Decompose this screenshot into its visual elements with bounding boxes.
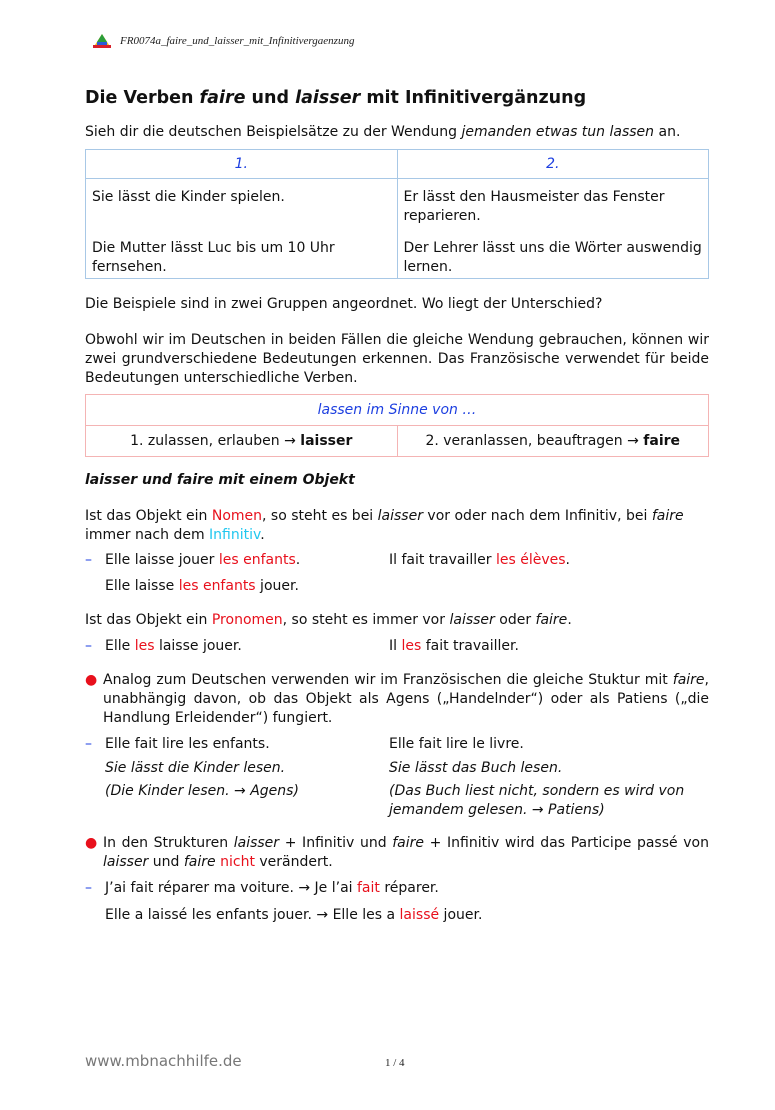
bullet-participe: ● In den Strukturen laisser + Infinitiv und faire + Infinitiv wird das Participe passé von laisser und faire nicht verändert. [85, 835, 709, 870]
example-participe-2: Elle a laissé les enfants jouer. → Elle les a laissé jouer. [105, 907, 483, 923]
examples-table [85, 149, 709, 279]
dash-marker: – [85, 880, 92, 896]
meaning-cell-2: 2. veranlassen, beauftragen → faire [397, 426, 709, 457]
logo-icon [92, 33, 112, 49]
meaning-table [85, 394, 709, 457]
page-content [85, 86, 709, 925]
footer-website: www.mbnachhilfe.de [85, 1052, 242, 1070]
section-title: laisser und faire mit einem Objekt [85, 472, 355, 488]
example-pronomen: – Elle les laisse jouer. Il les fait travailler. [85, 638, 519, 654]
bullet-marker: ● [85, 835, 98, 851]
page-number: 1 / 4 [385, 1057, 405, 1069]
pronomen-rule: Ist das Objekt ein Pronomen, so steht es immer vor laisser oder faire. [85, 612, 572, 628]
meaning-cell-1: 1. zulassen, erlauben → laisser [86, 426, 398, 457]
document-id: FR0074a_faire_und_laisser_mit_Infinitivergaenzung [120, 35, 355, 47]
table-row: Sie lässt die Kinder spielen. Er lässt den Hausmeister das Fenster reparieren. [86, 179, 709, 227]
col-header-1: 1. [86, 150, 398, 179]
example-agens-patiens: – Elle fait lire les enfants. Sie lässt die Kinder lesen. (Die Kinder lesen. → Agens) Elle fait lire le livre. Sie lässt das Buch lesen. (Das Buch liest nicht, sondern es wird von jemandem gelesen. → Patiens) [85, 736, 685, 818]
table-row: Die Mutter lässt Luc bis um 10 Uhr fernsehen. Der Lehrer lässt uns die Wörter auswendig lernen. [86, 226, 709, 279]
question-text: Die Beispiele sind in zwei Gruppen angeordnet. Wo liegt der Unterschied? [85, 296, 603, 312]
bullet-agens-patiens: ● Analog zum Deutschen verwenden wir im Französischen die gleiche Stuktur mit faire, unabhängig davon, ob das Objekt als Agens („Handelnder“) oder als Patiens („die Handlung Erleidender“) fungiert. [85, 672, 709, 726]
example-nomen: – Elle laisse jouer les enfants. Il fait travailler les élèves. [85, 552, 570, 568]
table-header-row [86, 150, 709, 179]
col-header-2: 2. [397, 150, 709, 179]
example-participe: – J’ai fait réparer ma voiture. → Je l’ai fait réparer. [85, 880, 439, 896]
explanation-text: Obwohl wir im Deutschen in beiden Fällen die gleiche Wendung gebrauchen, können wir zwei grundverschiedene Bedeutungen erkennen. Das Französische verwendet für beide Bedeutungen unterschiedliche Verben. [85, 332, 709, 386]
example-nomen-2: Elle laisse les enfants jouer. [105, 578, 299, 594]
dash-marker: – [85, 552, 92, 568]
meaning-header: lassen im Sinne von … [86, 395, 709, 426]
nomen-rule: Ist das Objekt ein Nomen, so steht es bei laisser vor oder nach dem Infinitiv, bei faire immer nach dem Infinitiv. [85, 508, 684, 543]
dash-marker: – [85, 736, 92, 752]
dash-marker: – [85, 638, 92, 654]
page-header [92, 31, 354, 51]
intro-text: Sieh dir die deutschen Beispielsätze zu der Wendung jemanden etwas tun lassen an. [85, 124, 681, 140]
page-title: Die Verben faire und laisser mit Infinitivergänzung [85, 88, 587, 108]
bullet-marker: ● [85, 672, 98, 688]
